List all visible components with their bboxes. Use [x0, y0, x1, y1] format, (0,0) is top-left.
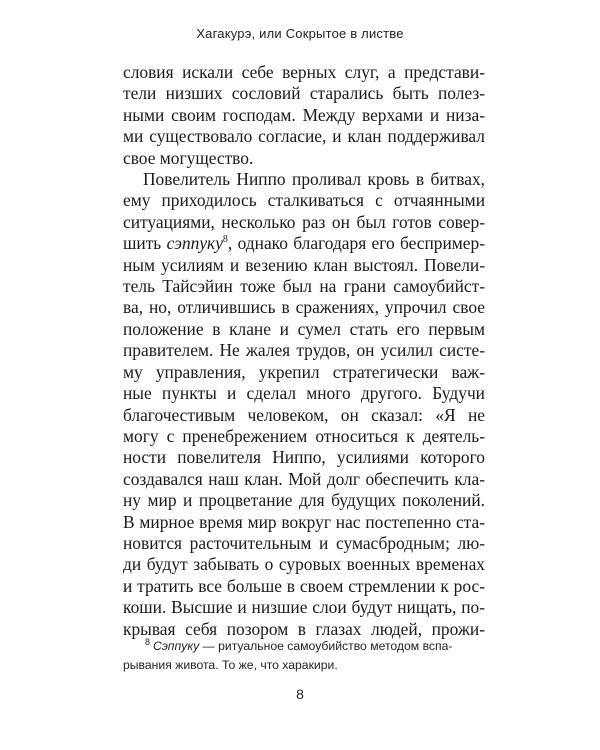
- footnote-line: [123, 637, 485, 656]
- footnote-term: Сэппуку: [153, 639, 200, 653]
- text-line: новится расточительным и сумасбродным; лю-: [123, 532, 485, 553]
- text-fragment: , однако благодаря его беспример-: [227, 233, 486, 254]
- text-line: тель Тайсэйин тоже был на грани самоубийст-: [123, 276, 485, 297]
- text-line: могу с пренебрежением относиться к деятель-: [123, 425, 485, 446]
- text-line: положение в клане и сумел стать его первым: [123, 318, 485, 339]
- footnote-line: рывания живота. То же, что харакири.: [123, 658, 338, 672]
- text-line: создавался наш клан. Мой долг обеспечить кла-: [123, 468, 485, 489]
- text-line: ди будут забывать о суровых военных временах: [123, 554, 485, 575]
- footnote-number: 8: [145, 636, 151, 647]
- text-line: ва, но, отличившись в сражениях, упрочил свое: [123, 297, 485, 318]
- text-line: ными своим господам. Между верхами и низа-: [123, 104, 485, 125]
- text-line: ности повелителя Ниппо, усилиями которого: [123, 447, 485, 468]
- text-line: ным усилиям и везению клан выстоял. Повели-: [123, 254, 485, 275]
- text-line: коши. Высшие и низшие слои будут нищать, по-: [123, 597, 485, 618]
- text-line: ные пункты и сделал много другого. Будучи: [123, 383, 485, 404]
- text-line: правителем. Не жалея трудов, он усилил систе-: [123, 340, 485, 361]
- text-line-with-footnote: [123, 233, 485, 254]
- text-line: му управления, укрепил стратегически важ-: [123, 361, 485, 382]
- text-line: ситуациями, несколько раз он был готов совер-: [123, 211, 485, 232]
- footnote-marker: 8: [222, 234, 228, 246]
- footnote: [123, 637, 485, 675]
- text-line: Повелитель Ниппо проливал кровь в битвах,: [143, 169, 485, 190]
- text-line: ми существовало согласие, и клан поддерживал: [123, 126, 485, 147]
- text-line: ему приходилось сталкиваться с отчаянными: [123, 190, 485, 211]
- text-line: В мирное время мир вокруг нас постепенно ста-: [123, 511, 485, 532]
- text-line: свое могущество.: [123, 147, 254, 168]
- footnote-text: — ритуальное самоубийство методом вспа-: [199, 639, 453, 653]
- text-line: словия искали себе верных слуг, а представи-: [123, 62, 485, 82]
- text-fragment: шить: [123, 233, 167, 254]
- text-line: и тратить все больше в своем стремлении к рос-: [123, 575, 485, 596]
- running-header: Хагакурэ, или Сокрытое в листве: [196, 26, 404, 41]
- italic-term: сэппуку: [166, 233, 223, 254]
- text-line: ну мир и процветание для будущих поколений.: [123, 490, 485, 511]
- body-text: [123, 62, 485, 640]
- text-line: благочестивым человеком, он сказал: «Я не: [123, 404, 485, 425]
- text-line: тели низших сословий старались быть полез-: [123, 83, 485, 104]
- page-number: 8: [296, 686, 304, 702]
- text-line: крывая себя позором в глазах людей, прожи-: [123, 618, 485, 639]
